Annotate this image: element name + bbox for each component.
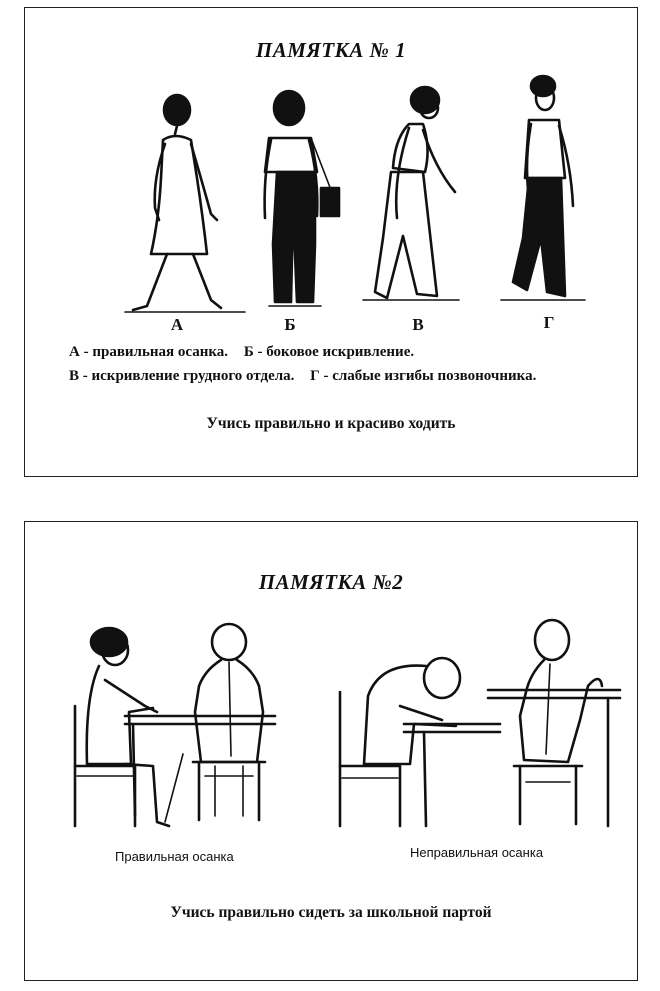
legend-g: Г - слабые изгибы позвоночника. bbox=[310, 368, 537, 384]
memo-1-motto: Учись правильно и красиво ходить bbox=[206, 415, 456, 432]
figure-v-thoracic-curvature bbox=[363, 87, 459, 300]
figure-letter-g: Г bbox=[543, 313, 555, 332]
memo-1-title: ПАМЯТКА № 1 bbox=[255, 38, 407, 62]
memo-2-title: ПАМЯТКА №2 bbox=[258, 570, 404, 594]
figure-letter-a: А bbox=[170, 315, 184, 334]
legend-a: А - правильная осанка. bbox=[69, 344, 229, 360]
legend-v: В - искривление грудного отдела. bbox=[69, 368, 295, 384]
legend-line-2 bbox=[69, 368, 536, 385]
memo-2-card bbox=[24, 521, 638, 981]
correct-sitting-illustration bbox=[65, 616, 295, 846]
figure-letter-b: Б bbox=[284, 315, 296, 334]
memo-1-card bbox=[24, 7, 638, 477]
incorrect-sitting-illustration bbox=[330, 616, 630, 846]
caption-correct-posture: Правильная осанка bbox=[115, 849, 234, 864]
legend-b: Б - боковое искривление. bbox=[243, 344, 415, 360]
legend-line-1 bbox=[69, 344, 414, 361]
figure-g-weak-spine-curves bbox=[501, 76, 585, 300]
walking-figures-illustration bbox=[25, 68, 639, 318]
figure-b-lateral-curvature bbox=[265, 91, 339, 306]
caption-incorrect-posture: Неправильная осанка bbox=[410, 845, 544, 860]
figure-letter-v: В bbox=[412, 315, 424, 334]
figure-a-correct-posture bbox=[125, 95, 245, 312]
memo-2-motto: Учись правильно сидеть за школьной партой bbox=[170, 904, 492, 921]
